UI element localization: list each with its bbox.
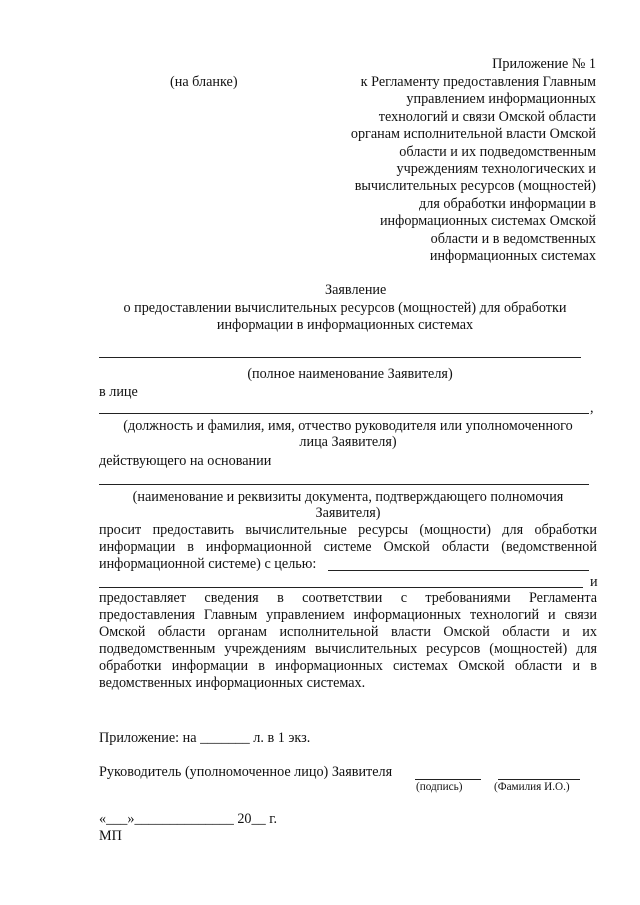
signature-caption: (подпись)	[416, 781, 463, 793]
authority-document-caption: (наименование и реквизиты документа, подтверждающего полномочия	[132, 489, 564, 505]
regulation-line: учреждениям технологических и	[396, 161, 596, 178]
purpose-field[interactable]	[328, 570, 589, 571]
in-person-label: в лице	[99, 384, 138, 400]
signature-field[interactable]	[415, 779, 481, 780]
provides-text: обработки информации в информационных системах Омской области и в	[99, 658, 597, 674]
full-name-field[interactable]	[498, 779, 580, 780]
stamp-label: МП	[99, 828, 122, 844]
and-word: и	[590, 574, 598, 590]
head-signature-label: Руководитель (уполномоченное лицо) Заявителя	[99, 764, 393, 780]
appendix-number: Приложение № 1	[492, 56, 596, 72]
provides-text: предоставления Главным управлением информационных технологий и связи	[99, 607, 597, 623]
authority-document-field[interactable]	[99, 484, 589, 485]
date-line: «___»______________ 20__ г.	[99, 811, 278, 827]
regulation-line: управлением информационных	[406, 91, 596, 108]
attachment-line: Приложение: на _______ л. в 1 экз.	[99, 730, 311, 746]
provides-text: подведомственным учреждениям вычислительных ресурсов (мощностей) для	[99, 641, 597, 657]
regulation-line: для обработки информации в	[419, 195, 596, 212]
representative-field[interactable]	[99, 413, 589, 414]
regulation-line: информационных системах	[429, 248, 596, 265]
regulation-line: области и их подведомственным	[399, 143, 596, 160]
representative-caption: лица Заявителя)	[299, 434, 397, 450]
regulation-line: технологий и связи Омской области	[378, 108, 596, 125]
applicant-name-caption: (полное наименование Заявителя)	[247, 366, 453, 382]
blank-note: (на бланке)	[170, 74, 238, 90]
field-comma: ,	[590, 400, 594, 416]
regulation-line: информационных системах Омской	[379, 213, 596, 230]
document-title: Заявление	[325, 282, 387, 298]
regulation-line: вычислительных ресурсов (мощностей)	[354, 178, 596, 195]
request-text: информационной системе) с целью:	[99, 556, 317, 572]
document-subtitle: информации в информационных системах	[216, 317, 474, 333]
applicant-name-field[interactable]	[99, 357, 581, 358]
authority-document-caption: Заявителя)	[315, 505, 381, 521]
acting-basis-label: действующего на основании	[99, 453, 272, 469]
regulation-line: органам исполнительной власти Омской	[350, 126, 596, 143]
full-name-caption: (Фамилия И.О.)	[494, 781, 570, 793]
representative-caption: (должность и фамилия, имя, отчество руководителя или уполномоченного	[123, 418, 573, 434]
document-subtitle: о предоставлении вычислительных ресурсов (мощностей) для обработки	[123, 300, 567, 316]
provides-text: ведомственных информационных системах.	[99, 675, 366, 691]
regulation-line: к Регламенту предоставления Главным	[360, 74, 596, 90]
request-text: просит предоставить вычислительные ресурсы (мощности) для обработки	[99, 522, 597, 538]
purpose-field-continued[interactable]	[99, 587, 583, 588]
provides-text: Омской области органам исполнительной власти Омской области и их	[99, 624, 597, 640]
regulation-line: области и в ведомственных	[430, 230, 596, 247]
provides-text: предоставляет сведения в соответствии с требованиями Регламента	[99, 590, 597, 606]
regulation-reference	[296, 74, 596, 265]
request-text: информации в информационной системе Омской области (ведомственной	[99, 539, 597, 555]
